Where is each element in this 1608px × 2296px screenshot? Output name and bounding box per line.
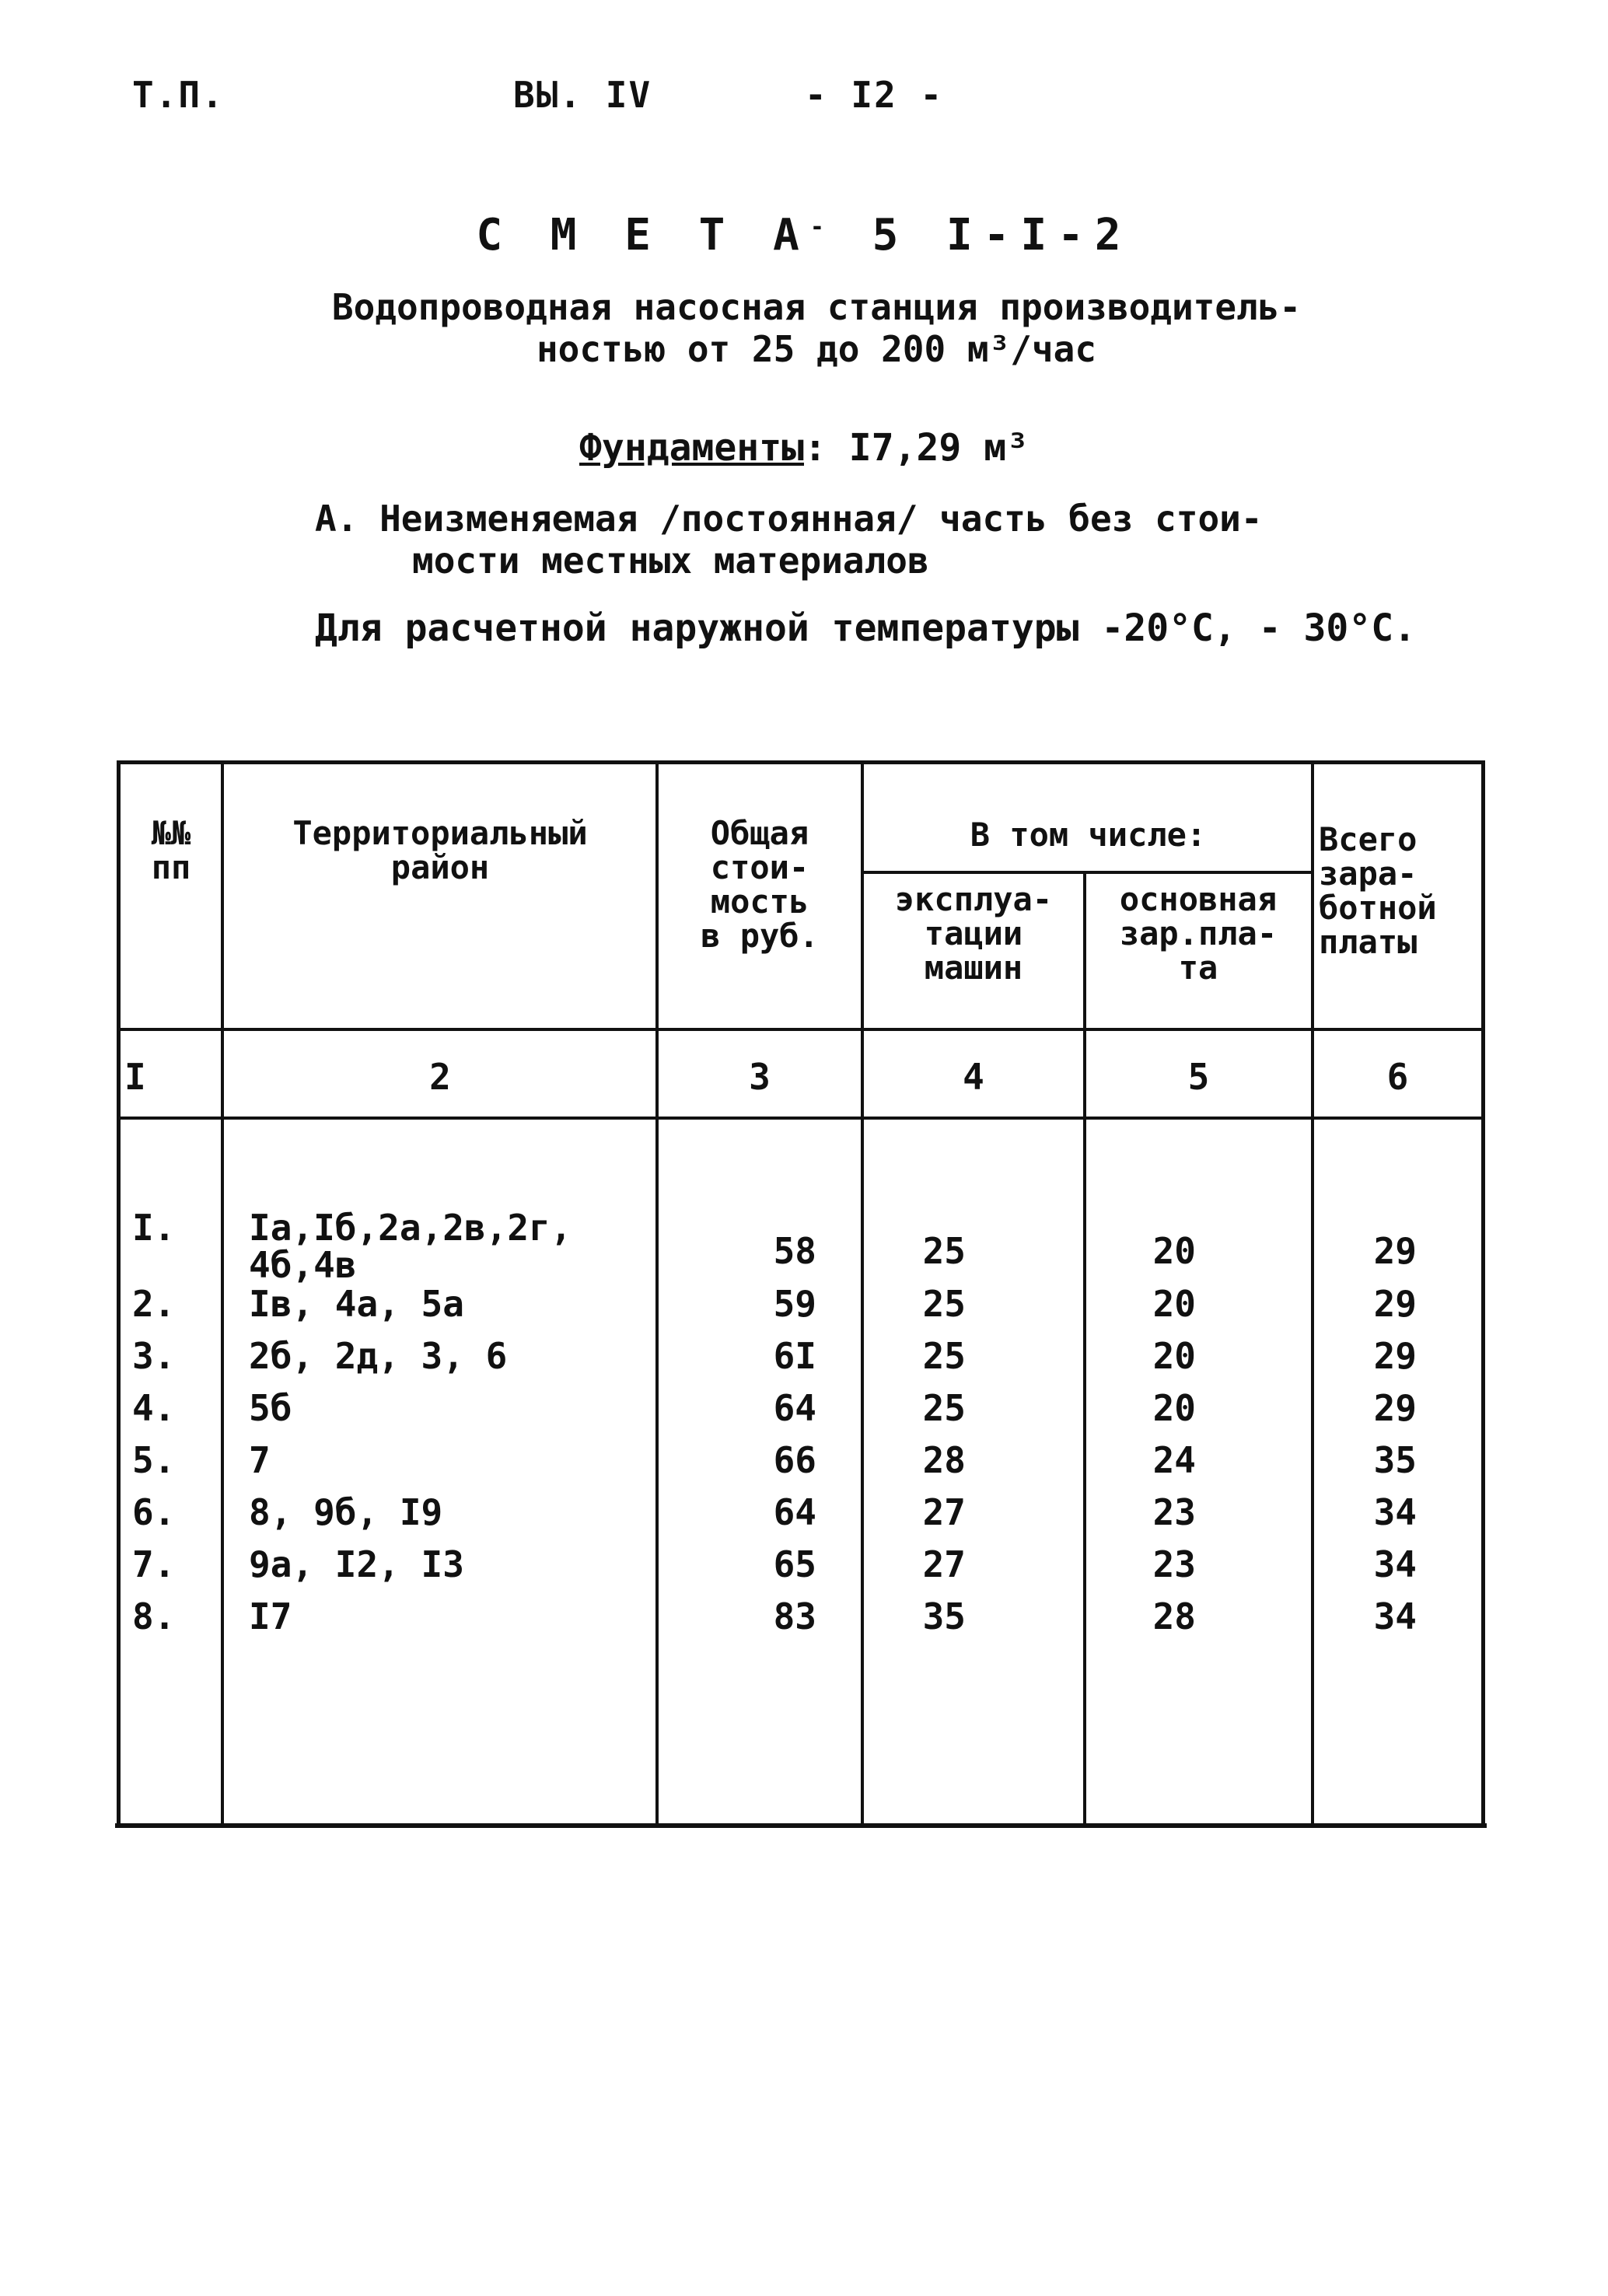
row-total-wage: 34 [1373, 1595, 1417, 1637]
row-basic-wage: 20 [1152, 1387, 1196, 1429]
row-basic-wage: 23 [1152, 1543, 1196, 1585]
part-a-line-2: мости местных материалов [412, 540, 929, 582]
row-region: I7 [249, 1595, 292, 1637]
header-exploitation: эксплуа- тации машин [894, 880, 1053, 987]
row-region: 2б, 2д, 3, 6 [249, 1335, 508, 1377]
colnum-1: I [124, 1056, 146, 1098]
row-number: 6. [132, 1491, 176, 1533]
foundations-line [0, 426, 1608, 470]
header-bottom-line [117, 1028, 1485, 1031]
colnum-bottom-line [117, 1117, 1485, 1120]
row-total-cost: 6I [773, 1335, 816, 1377]
colnum-2: 2 [429, 1056, 451, 1098]
row-region: 7 [249, 1439, 271, 1481]
colnum-6: 6 [1386, 1056, 1409, 1098]
row-region: 9а, I2, I3 [249, 1543, 464, 1585]
row-basic-wage: 23 [1152, 1491, 1196, 1533]
row-total-wage: 29 [1373, 1335, 1417, 1377]
header-total-wage: Всего зара- ботной платы [1319, 820, 1437, 961]
subtitle-line-2: ностью от 25 до 200 м³/час [536, 328, 1097, 370]
row-basic-wage: 20 [1152, 1335, 1196, 1377]
row-total-wage: 34 [1373, 1543, 1417, 1585]
header-num: №№ пп [151, 814, 191, 886]
subheader-line [861, 871, 1314, 874]
foundations-value: : I7,29 м³ [804, 426, 1029, 470]
subtitle-line-1: Водопроводная насосная станция производитель- [331, 286, 1302, 328]
row-basic-wage: 28 [1152, 1595, 1196, 1637]
row-basic-wage: 20 [1152, 1230, 1196, 1272]
page-number: - I2 - [805, 74, 944, 116]
colnum-4: 4 [963, 1056, 984, 1098]
colnum-3: 3 [749, 1056, 771, 1098]
row-exploitation: 25 [922, 1335, 966, 1377]
row-total-wage: 34 [1373, 1491, 1417, 1533]
row-exploitation: 28 [922, 1439, 966, 1481]
colnum-5: 5 [1187, 1056, 1210, 1098]
header-region: Территориальный район [292, 814, 588, 886]
part-a-line-1: А. Неизменяемая /постоянная/ часть без стои- [315, 498, 1263, 540]
header-total-cost: Общая стои- мость в руб. [701, 814, 819, 955]
row-number: 4. [132, 1387, 176, 1429]
col-sep-3 [861, 760, 864, 1827]
estimate-title-word: С М Е Т А [476, 210, 810, 260]
row-number: 5. [132, 1439, 176, 1481]
row-number: I. [132, 1207, 176, 1249]
row-total-cost: 64 [773, 1387, 816, 1429]
table-border-top [117, 760, 1485, 764]
estimate-title: С М Е Т А- 5 I-I-2 [476, 210, 1132, 260]
row-total-cost: 64 [773, 1491, 816, 1533]
row-total-cost: 65 [773, 1543, 816, 1585]
row-total-cost: 59 [773, 1283, 816, 1325]
row-total-cost: 66 [773, 1439, 816, 1481]
table-border-left [117, 760, 121, 1827]
row-number: 8. [132, 1595, 176, 1637]
row-number: 7. [132, 1543, 176, 1585]
row-region: Iа,Iб,2а,2в,2г, 4б,4в [249, 1207, 572, 1286]
doc-code-left: Т.П. [132, 74, 225, 116]
row-exploitation: 35 [922, 1595, 966, 1637]
row-exploitation: 25 [922, 1230, 966, 1272]
col-sep-4 [1083, 873, 1086, 1827]
row-exploitation: 25 [922, 1387, 966, 1429]
row-total-wage: 29 [1373, 1230, 1417, 1272]
part-a [315, 498, 1404, 582]
row-total-wage: 35 [1373, 1439, 1417, 1481]
row-total-wage: 29 [1373, 1387, 1417, 1429]
table-border-bottom [115, 1823, 1487, 1828]
row-total-cost: 58 [773, 1230, 816, 1272]
temperature-note: Для расчетной наружной температуры -20°С, - 30°С. [315, 606, 1417, 650]
row-number: 3. [132, 1335, 176, 1377]
row-total-wage: 29 [1373, 1283, 1417, 1325]
doc-issue: ВЫ. IV [513, 74, 652, 116]
row-basic-wage: 24 [1152, 1439, 1196, 1481]
row-region: Iв, 4а, 5а [249, 1283, 464, 1325]
header-basic-wage: основная зар.пла- та [1119, 880, 1278, 987]
foundations-label: Фундаменты [579, 426, 804, 470]
row-number: 2. [132, 1283, 176, 1325]
row-exploitation: 25 [922, 1283, 966, 1325]
row-region: 8, 9б, I9 [249, 1491, 443, 1533]
row-region: 5б [249, 1387, 292, 1429]
col-sep-2 [655, 760, 659, 1827]
row-exploitation: 27 [922, 1543, 966, 1585]
row-total-cost: 83 [773, 1595, 816, 1637]
header-including: В том числе: [970, 816, 1207, 854]
estimate-code: 5 I-I-2 [872, 210, 1132, 260]
col-sep-5 [1311, 760, 1314, 1827]
estimate-subtitle [311, 286, 1322, 370]
row-exploitation: 27 [922, 1491, 966, 1533]
row-basic-wage: 20 [1152, 1283, 1196, 1325]
col-sep-1 [221, 760, 224, 1827]
